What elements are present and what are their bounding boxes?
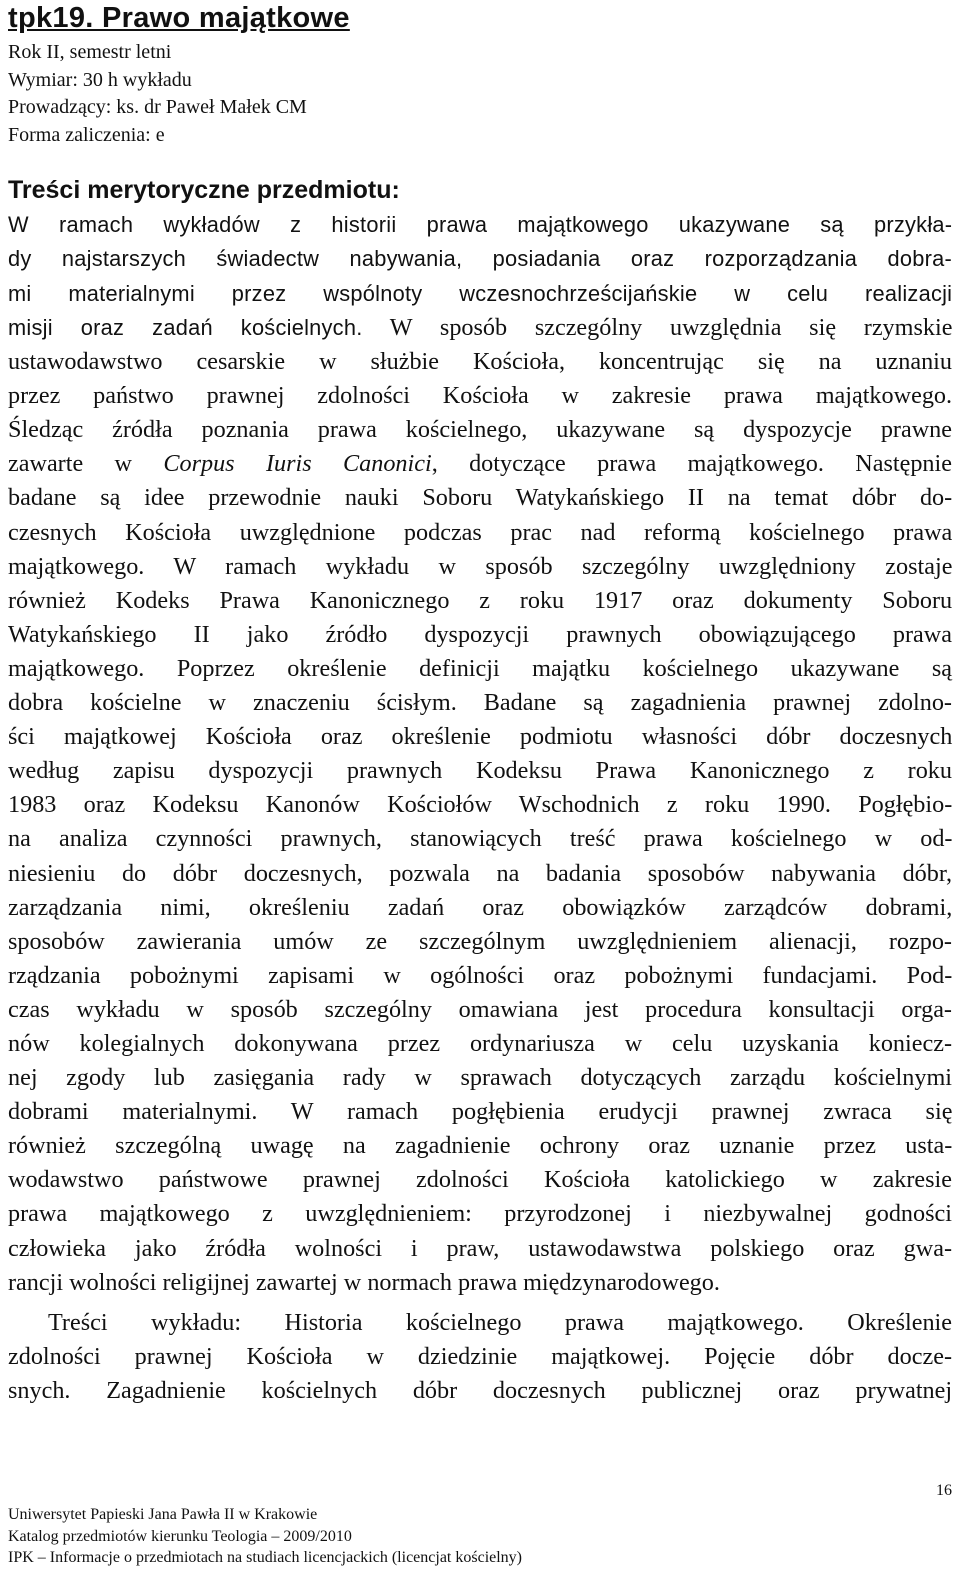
paragraph-2 — [8, 1306, 952, 1408]
text-segment: W sposób szczególny uwzględnia się rzymskie — [389, 314, 953, 341]
text-line: 1983 oraz Kodeksu Kanonów Kościołów Wschodnich z roku 1990. Pogłębio- — [8, 791, 953, 819]
text-line: według zapisu dyspozycji prawnych Kodeksu Prawa Kanonicznego z roku — [8, 757, 952, 785]
course-lecturer: Prowadzący: ks. dr Paweł Małek CM — [8, 96, 307, 118]
text-segment: , dotyczące prawa majątkowego. Następnie — [431, 450, 952, 478]
text-line: snych. Zagadnienie kościelnych dóbr doczesnych publicznej oraz prywatnej — [8, 1377, 953, 1405]
text-segment: zawarte w — [8, 450, 164, 478]
text-line: niesieniu do dóbr doczesnych, pozwala na badania sposobów nabywania dóbr, — [8, 859, 952, 887]
text-line: W ramach wykładów z historii prawa majątkowego ukazywane są przykła- — [8, 212, 953, 237]
text-line: zdolności prawnej Kościoła w dziedzinie majątkowej. Pojęcie dóbr docze- — [8, 1343, 952, 1371]
section-heading: Treści merytoryczne przedmiotu: — [8, 176, 400, 204]
paragraph-1-body — [8, 311, 952, 1300]
text-line: nów kolegialnych dokonywana przez ordynariusza w celu uzyskania koniecz- — [8, 1029, 952, 1057]
text-line: dobrami materialnymi. W ramach pogłębienia erudycji prawnej zwraca się — [8, 1098, 953, 1126]
text-line: również szczególną uwagę na zagadnienie ochrony oraz uznanie przez usta- — [8, 1132, 953, 1160]
text-line: majątkowego. Poprzez określenie definicji majątku kościelnego ukazywane są — [8, 654, 952, 682]
course-hours: Wymiar: 30 h wykładu — [8, 69, 192, 91]
text-line: dobra kościelne w znaczeniu ścisłym. Badane są zagadnienia prawnej zdolno- — [8, 689, 952, 717]
text-segment: misji oraz zadań kościelnych. — [8, 315, 363, 340]
course-title: tpk19. Prawo majątkowe — [8, 2, 350, 34]
text-line-with-italic — [8, 447, 952, 481]
text-line: czesnych Kościoła uwzględnione podczas prac nad reformą kościelnego prawa — [8, 518, 953, 546]
italic-title: Corpus Iuris Canonici — [163, 450, 432, 478]
text-line: na analiza czynności prawnych, stanowiących treść prawa kościelnego w od- — [8, 825, 953, 853]
text-line-mixed — [8, 311, 952, 345]
text-line: zarządzania nimi, określeniu zadań oraz obowiązków zarządców dobrami, — [8, 893, 953, 921]
text-line-indented: Treści wykładu: Historia kościelnego prawa majątkowego. Określenie — [48, 1309, 952, 1336]
footer-catalog: Katalog przedmiotów kierunku Teologia – 2009/2010 — [8, 1528, 352, 1545]
text-line: ustawodawstwo cesarskie w służbie Kościoła, koncentrując się na uznaniu — [8, 348, 952, 376]
page-number: 16 — [936, 1482, 952, 1499]
text-line: człowieka jako źródła wolności i praw, ustawodawstwa polskiego oraz gwa- — [8, 1234, 952, 1262]
text-line: Śledząc źródła poznania prawa kościelnego, ukazywane są dyspozycje prawne — [8, 416, 952, 444]
text-line: rządzania pobożnymi zapisami w ogólności oraz pobożnymi fundacjami. Pod- — [8, 961, 953, 989]
text-line: również Kodeks Prawa Kanonicznego z roku 1917 oraz dokumenty Soboru — [8, 586, 953, 614]
text-line: przez państwo prawnej zdolności Kościoła w zakresie prawa majątkowego. — [8, 382, 953, 410]
text-line: dy najstarszych świadectw nabywania, posiadania oraz rozporządzania dobra- — [8, 246, 952, 272]
footer-university: Uniwersytet Papieski Jana Pawła II w Krakowie — [8, 1506, 318, 1523]
text-line: majątkowego. W ramach wykładu w sposób szczególny uwzględniony zostaje — [8, 552, 953, 580]
course-year: Rok II, semestr letni — [8, 41, 172, 63]
footer-ipk: IPK – Informacje o przedmiotach na studiach licencjackich (licencjat kościelny) — [8, 1549, 523, 1566]
text-line: badane są idee przewodnie nauki Soboru Watykańskiego II na temat dóbr do- — [8, 484, 953, 512]
text-line: Watykańskiego II jako źródło dyspozycji prawnych obowiązującego prawa — [8, 620, 952, 648]
text-line: sposobów zawierania umów ze szczególnym uwzględnieniem alienacji, rozpo- — [8, 927, 952, 955]
text-line: prawa majątkowego z uwzględnieniem: przyrodzonej i niezbywalnej godności — [8, 1200, 952, 1228]
text-line-last: rancji wolności religijnej zawartej w normach prawa międzynarodowego. — [8, 1268, 720, 1296]
course-assessment: Forma zaliczenia: e — [8, 124, 165, 146]
text-line: mi materialnymi przez wspólnoty wczesnochrześcijańskie w celu realizacji — [8, 280, 953, 306]
text-line: ści majątkowej Kościoła oraz określenie podmiotu własności dóbr doczesnych — [8, 723, 953, 751]
paragraph-1-intro — [8, 208, 952, 311]
text-line: wodawstwo państwowe prawnej zdolności Kościoła katolickiego w zakresie — [8, 1166, 952, 1194]
text-line: nej zgody lub zasięgania rady w sprawach dotyczących zarządu kościelnymi — [8, 1064, 952, 1092]
text-line: czas wykładu w sposób szczególny omawiana jest procedura konsultacji orga- — [8, 995, 952, 1023]
